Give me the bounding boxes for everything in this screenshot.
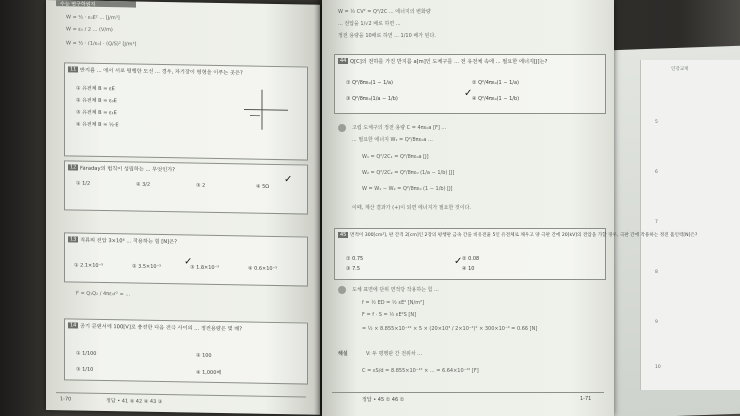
stack-label: 인강교재 bbox=[671, 67, 689, 72]
question-number: 13 bbox=[70, 236, 77, 243]
option: ② 3/2 bbox=[136, 181, 151, 188]
solution-line: = ½ × 8.855×10⁻¹² × 5 × (20×10³ / 2×10⁻²)² × 300×10⁻⁴ = 0.66 [N] bbox=[362, 326, 538, 332]
stack-line: 5 bbox=[655, 120, 658, 125]
option: ③ 유전체 B = ε₁E bbox=[76, 109, 117, 117]
top-formula: W = ½ CV² = Q²/2C ... 에너지의 변화량 bbox=[338, 9, 431, 15]
option: ① 1/100 bbox=[76, 350, 97, 357]
solution-line: V: 두 평행판 간 전위차 ... bbox=[366, 351, 423, 357]
option: ③ 1.8×10⁻⁵ bbox=[190, 264, 220, 272]
left-page bbox=[46, 0, 320, 415]
left-footer-page: 1-70 bbox=[60, 396, 72, 403]
option: ① 1/2 bbox=[76, 180, 91, 187]
option: ② 유전체 B = ε₀E bbox=[76, 97, 117, 105]
question-number: 44 bbox=[340, 58, 347, 64]
stack-line: 10 bbox=[655, 365, 661, 370]
solution-line: F = Q₁Q₂ / 4πε₀r² = ... bbox=[76, 290, 131, 298]
stack-line: 6 bbox=[655, 170, 658, 175]
solution-line: W = W₁ − W₂ = Q²/8πε₀ (1 − 1/b) [J] bbox=[362, 186, 453, 192]
question-text: 반지름 ... 에서 서로 평행한 도선 ... 경우, 자기장이 평형을 이루는 곳은? bbox=[80, 67, 243, 77]
formula-line: 정전 용량을 10배로 하면 ... 1/10 배가 된다. bbox=[338, 33, 436, 39]
option: ③ 1/10 bbox=[76, 366, 94, 373]
formula-line: W = ½ · ε₀E² ... [J/m³] bbox=[66, 14, 120, 22]
check-mark-icon: ✓ bbox=[454, 256, 463, 267]
option: ④ 5Ω bbox=[256, 183, 270, 190]
option: ① 2.1×10⁻⁵ bbox=[74, 262, 104, 269]
solution-line: 고립 도체구의 정전 용량 C = 4πε₀a [F] ... bbox=[352, 125, 447, 131]
solution-line: ... 필요한 에너지 W₁ = Q²/8πε₀a ... bbox=[352, 137, 433, 143]
solution-line: F = f · S = ½ εE²S [N] bbox=[362, 312, 417, 318]
option: ① 0.75 bbox=[346, 256, 364, 262]
stack-line: 9 bbox=[655, 320, 658, 325]
right-footer-answers: 정답 • 45 ① 46 ① bbox=[362, 397, 405, 403]
question-text: 공기 콘덴서에 100[V]로 충전한 다음 전극 사이의 ... 정전용량은 몇 배? bbox=[80, 323, 242, 333]
check-mark-icon: ✓ bbox=[464, 88, 473, 99]
question-number: 14 bbox=[70, 322, 77, 329]
option: ② 3.5×10⁻⁵ bbox=[132, 263, 162, 271]
solution-icon bbox=[338, 124, 346, 132]
right-footer-page: 1-71 bbox=[580, 396, 592, 402]
option: ③ Q²/8πε₀(1/a − 1/b) bbox=[346, 96, 398, 102]
option: ④ 유전체 B = ½·E bbox=[76, 121, 119, 129]
check-mark-icon: ✓ bbox=[184, 256, 193, 268]
option: ④ 1,000배 bbox=[196, 369, 222, 377]
option: ③ 7.5 bbox=[346, 266, 361, 272]
solution-line: f = ½ ED = ½ εE² [N/m²] bbox=[362, 300, 425, 306]
stack-line: 8 bbox=[655, 270, 658, 275]
footer-rule bbox=[332, 392, 604, 393]
left-header-title: 수능 연구학원지 bbox=[60, 1, 96, 8]
formula-line: ... 전압을 1/√2 배로 하면 ... bbox=[338, 21, 401, 27]
solution-line: W₁ = Q²/2C₁ = Q²/8πε₀a [J] bbox=[362, 154, 429, 160]
diagram-icon bbox=[242, 87, 292, 132]
option: ④ Q²/4πε₀(1 − 1/b) bbox=[472, 96, 520, 102]
solution-line: 도체 표면에 단위 면적당 작용하는 힘 ... bbox=[352, 287, 439, 293]
solution-line: 이때, 계산 결과가 (+)이 되면 에너지가 필요한 것이다. bbox=[352, 205, 471, 211]
paper-stack-top-sheet bbox=[640, 60, 740, 390]
formula-line: W = ½ · (1/ε₀) · (Q/S)² [J/m³] bbox=[66, 40, 137, 48]
question-number: 45 bbox=[340, 232, 347, 238]
solution-line: W₂ = Q²/2C₂ = Q²/8πε₀ (1/a − 1/b) [J] bbox=[362, 170, 455, 176]
solution-line: C = εS/d = 8.855×10⁻¹² × ... = 6.64×10⁻¹² [F] bbox=[362, 368, 479, 374]
option: ④ 10 bbox=[462, 266, 475, 272]
stack-line: 7 bbox=[655, 220, 658, 225]
question-number: 11 bbox=[70, 66, 77, 73]
question-number: 12 bbox=[70, 164, 77, 171]
option: ② 100 bbox=[196, 352, 212, 359]
check-mark-icon: ✓ bbox=[284, 174, 293, 186]
option: ④ 0.6×10⁻⁵ bbox=[248, 265, 278, 273]
option: ① Q²/8πε₀(1 − 1/a) bbox=[346, 80, 393, 86]
option: ① 유전체 B = εE bbox=[76, 85, 115, 93]
solution-label: 해설 bbox=[338, 351, 348, 357]
formula-line: W = ε₀ / 2 ... (V/m) bbox=[66, 26, 113, 34]
question-text: Q[C]의 전하를 가진 반지름 a[m]인 도체구를 ... 전 유전체 속에 ... 필요한 에너지[J]는? bbox=[350, 59, 548, 65]
question-text: Faraday의 법칙이 성립하는 ... 무엇인가? bbox=[80, 165, 175, 174]
option: ② 0.08 bbox=[462, 256, 480, 262]
question-text: 직류의 전압 3×10⁶ ... 작용하는 힘 [N]은? bbox=[80, 237, 177, 246]
solution-icon bbox=[338, 286, 346, 294]
option: ② Q²/4πε₀(1 − 1/a) bbox=[472, 80, 519, 86]
left-footer-answers: 정답 • 41 ④ 42 ④ 43 ③ bbox=[106, 398, 163, 406]
question-text: 면적이 300[cm²], 판 간격 2[cm]인 2장의 평행판 금속 간을 비유전율 5인 유전체로 채우고 양 극판 간에 20[kV]의 전압을 가할 경우, 극판 간에 작용하는 정전 흡인력[N]은? bbox=[350, 233, 698, 238]
footer-rule bbox=[56, 392, 306, 397]
option: ③ 2 bbox=[196, 182, 206, 189]
